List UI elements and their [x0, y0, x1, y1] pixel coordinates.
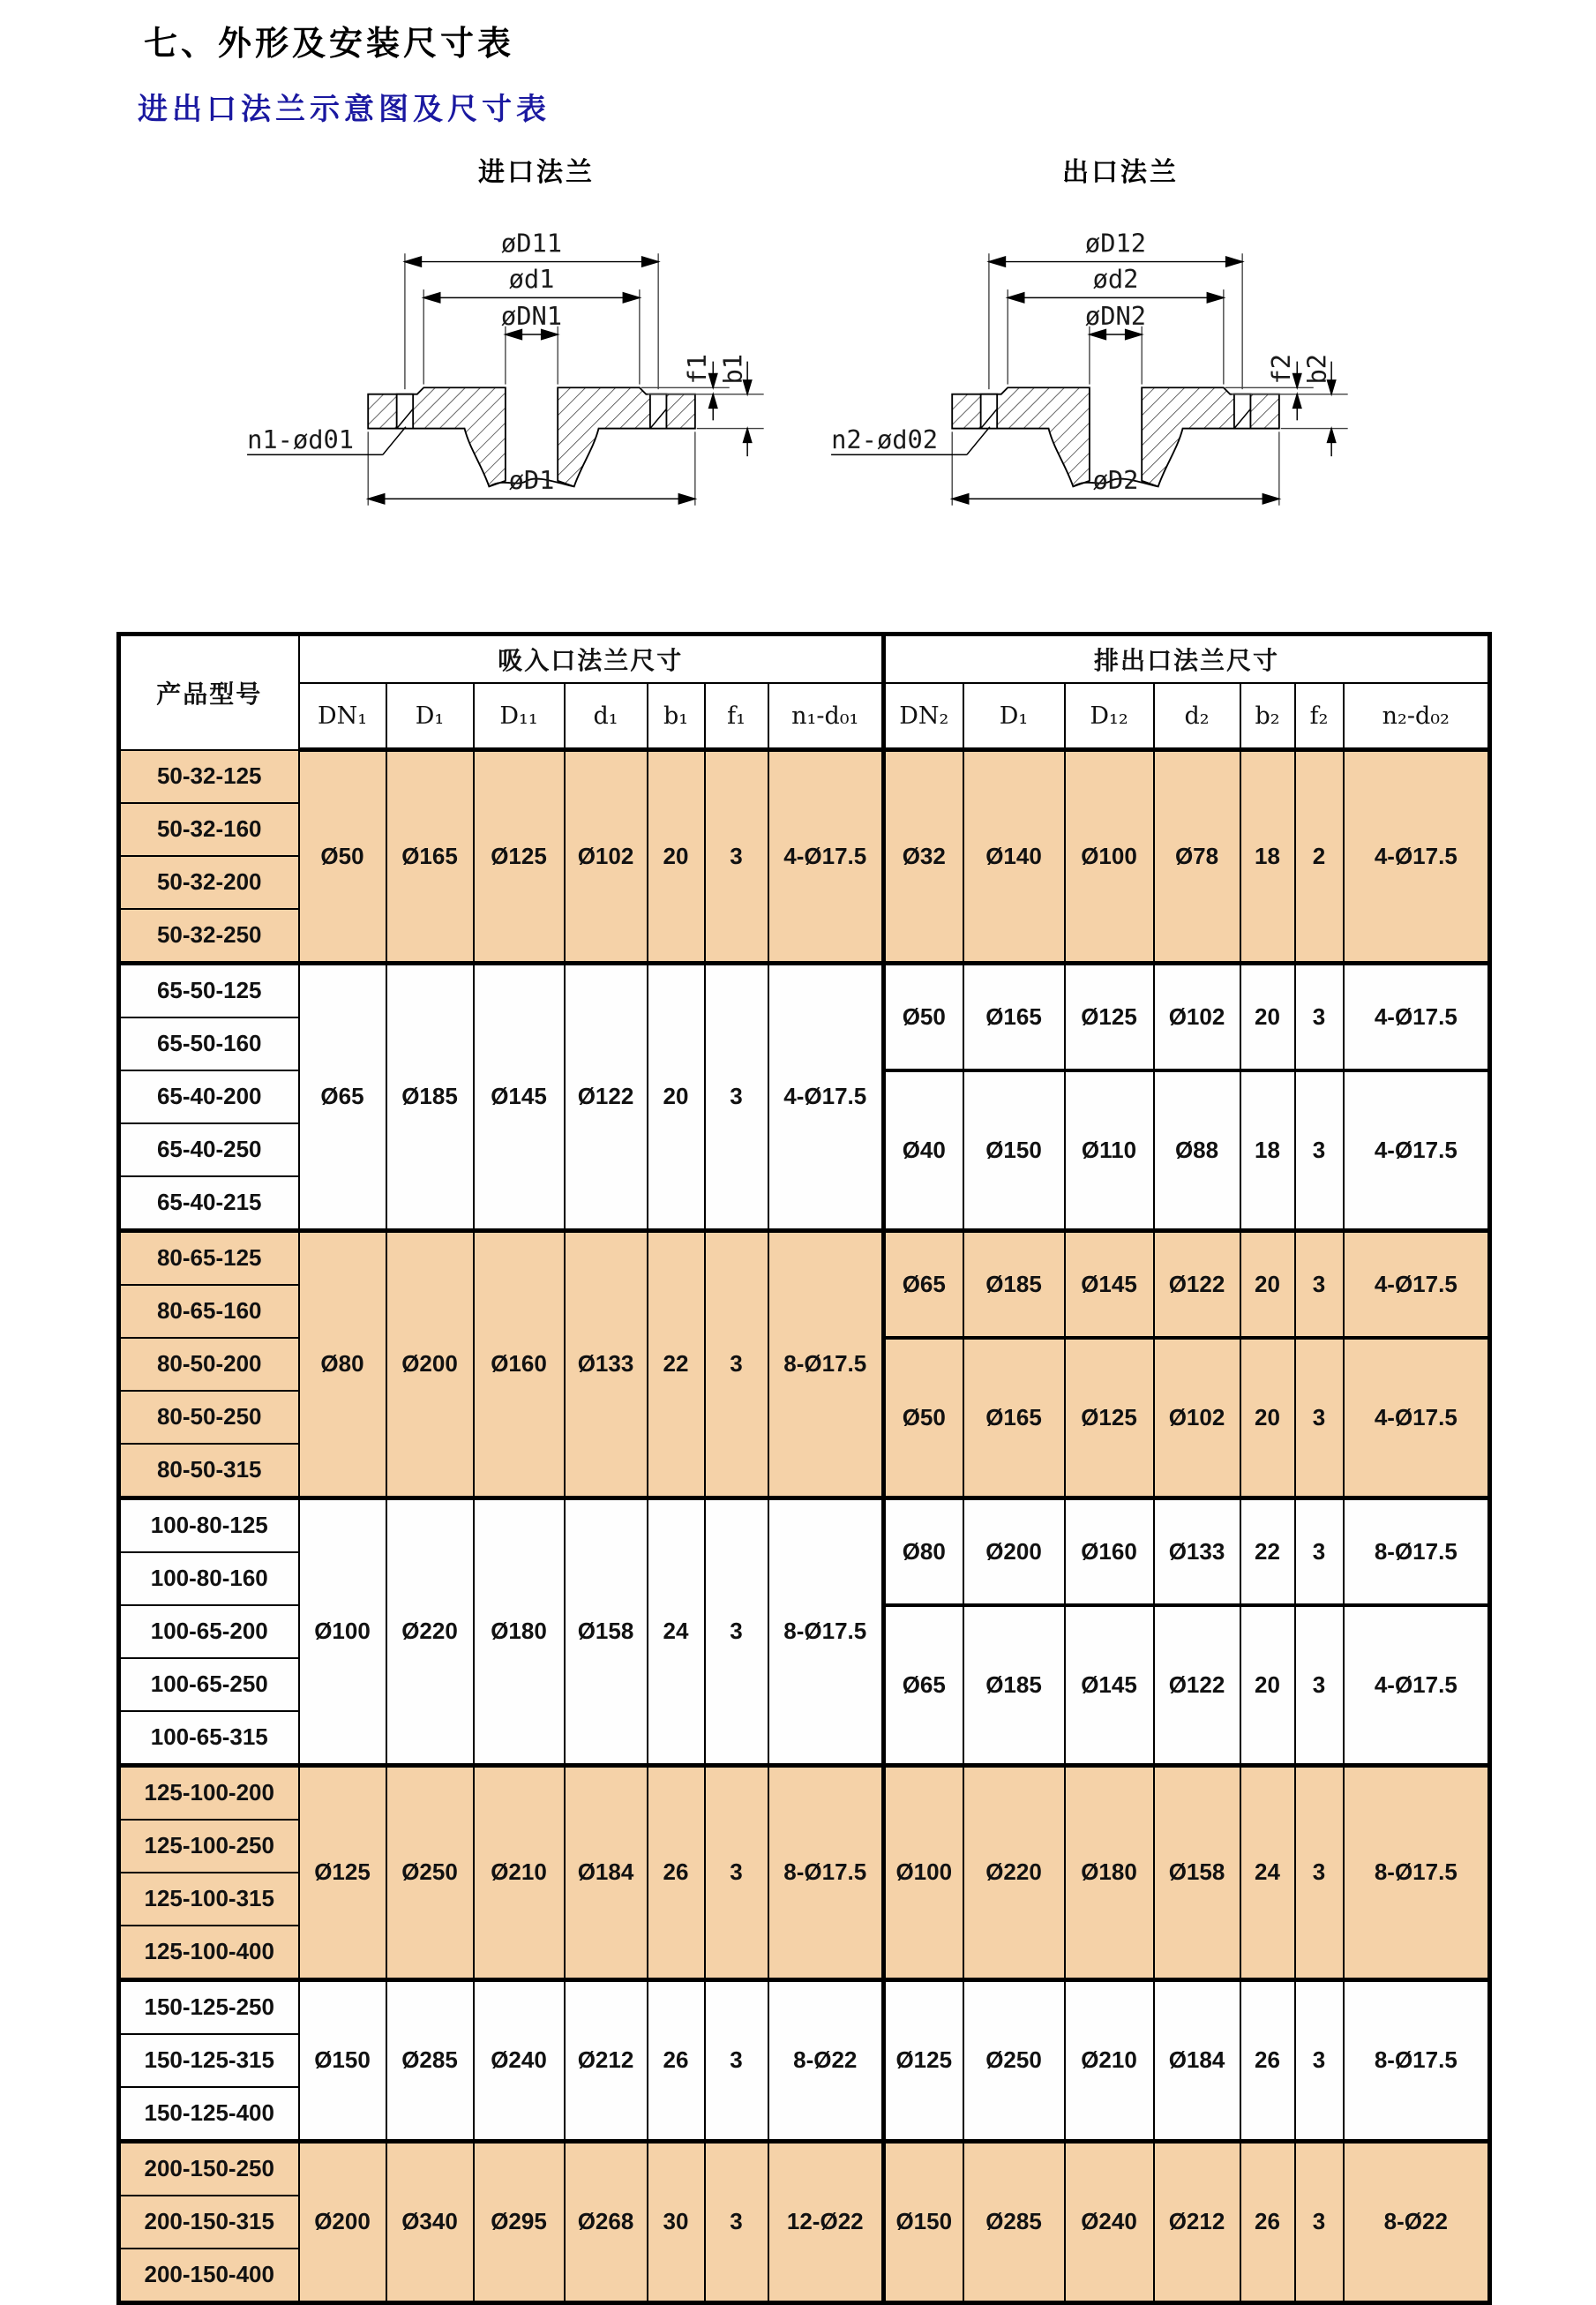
discharge-value-cell: Ø185: [963, 1230, 1065, 1338]
suction-value-cell: 3: [705, 1498, 768, 1765]
suction-value-cell: Ø185: [386, 963, 474, 1230]
product-model-cell: 80-50-250: [119, 1391, 299, 1444]
discharge-value-cell: 18: [1240, 1070, 1295, 1231]
suction-value-cell: Ø220: [386, 1498, 474, 1765]
product-model-cell: 200-150-315: [119, 2196, 299, 2249]
suction-value-cell: Ø212: [565, 1979, 648, 2141]
product-model-cell: 50-32-250: [119, 909, 299, 964]
product-model-cell: 50-32-125: [119, 750, 299, 803]
discharge-col-header: b₂: [1240, 683, 1295, 750]
flange-body-right: [1142, 387, 1279, 486]
discharge-value-cell: Ø65: [884, 1605, 963, 1766]
discharge-col-header: f₂: [1295, 683, 1344, 750]
suction-col-header: d₁: [565, 683, 648, 750]
flange-body-right: [558, 387, 695, 486]
sub-header-row: [119, 683, 1490, 750]
table-row: [119, 963, 1490, 1017]
suction-col-header: n₁-d₀₁: [768, 683, 884, 750]
discharge-value-cell: Ø80: [884, 1498, 963, 1605]
product-model-cell: 100-65-200: [119, 1605, 299, 1658]
discharge-value-cell: Ø125: [1065, 963, 1154, 1070]
discharge-value-cell: Ø100: [884, 1765, 963, 1979]
dim-label-face-height: f2: [1265, 353, 1296, 385]
discharge-col-header: D₁₂: [1065, 683, 1154, 750]
discharge-value-cell: Ø180: [1065, 1765, 1154, 1979]
discharge-value-cell: 4-Ø17.5: [1344, 1070, 1490, 1231]
discharge-value-cell: Ø133: [1154, 1498, 1240, 1605]
table-row: [119, 1498, 1490, 1552]
product-model-cell: 80-65-160: [119, 1285, 299, 1338]
product-model-cell: 65-40-215: [119, 1176, 299, 1231]
outlet-flange-diagram: [829, 150, 1412, 524]
suction-group-header: 吸入口法兰尺寸: [299, 634, 884, 684]
product-model-cell: 125-100-250: [119, 1820, 299, 1873]
suction-value-cell: Ø295: [474, 2141, 565, 2302]
table-row: [119, 1979, 1490, 2034]
discharge-value-cell: 3: [1295, 1070, 1344, 1231]
discharge-value-cell: Ø100: [1065, 750, 1154, 964]
suction-value-cell: 3: [705, 1230, 768, 1498]
suction-value-cell: Ø268: [565, 2141, 648, 2302]
discharge-value-cell: 8-Ø17.5: [1344, 1498, 1490, 1605]
suction-value-cell: 4-Ø17.5: [768, 750, 884, 964]
product-model-cell: 65-50-125: [119, 963, 299, 1017]
suction-value-cell: Ø250: [386, 1765, 474, 1979]
product-model-cell: 150-125-250: [119, 1979, 299, 2034]
suction-value-cell: 3: [705, 750, 768, 964]
discharge-value-cell: Ø250: [963, 1979, 1065, 2141]
dim-label-bolt-circle: øD12: [1084, 228, 1147, 259]
suction-col-header: b₁: [648, 683, 705, 750]
discharge-value-cell: Ø125: [1065, 1338, 1154, 1498]
discharge-value-cell: Ø145: [1065, 1230, 1154, 1338]
discharge-value-cell: 20: [1240, 963, 1295, 1070]
discharge-value-cell: 4-Ø17.5: [1344, 1605, 1490, 1766]
discharge-value-cell: 18: [1240, 750, 1295, 964]
suction-value-cell: Ø100: [299, 1498, 386, 1765]
product-model-cell: 100-65-315: [119, 1711, 299, 1766]
suction-value-cell: 20: [648, 963, 705, 1230]
suction-value-cell: Ø200: [299, 2141, 386, 2302]
suction-value-cell: 4-Ø17.5: [768, 963, 884, 1230]
discharge-value-cell: 4-Ø17.5: [1344, 1230, 1490, 1338]
suction-value-cell: 8-Ø17.5: [768, 1230, 884, 1498]
suction-value-cell: Ø65: [299, 963, 386, 1230]
product-model-cell: 100-80-160: [119, 1552, 299, 1605]
discharge-value-cell: Ø240: [1065, 2141, 1154, 2302]
flange-table-body: [119, 750, 1490, 2303]
suction-value-cell: 30: [648, 2141, 705, 2302]
discharge-value-cell: Ø125: [884, 1979, 963, 2141]
discharge-group-header: 排出口法兰尺寸: [884, 634, 1490, 684]
suction-col-header: D₁: [386, 683, 474, 750]
discharge-value-cell: 20: [1240, 1230, 1295, 1338]
dim-label-bore: øDN1: [500, 300, 563, 331]
discharge-value-cell: 3: [1295, 1230, 1344, 1338]
discharge-value-cell: Ø220: [963, 1765, 1065, 1979]
suction-value-cell: 3: [705, 963, 768, 1230]
discharge-value-cell: Ø32: [884, 750, 963, 964]
dim-label-thickness: b2: [1301, 353, 1332, 385]
suction-value-cell: Ø50: [299, 750, 386, 964]
suction-value-cell: Ø184: [565, 1765, 648, 1979]
product-model-cell: 100-65-250: [119, 1658, 299, 1711]
discharge-value-cell: 8-Ø22: [1344, 2141, 1490, 2302]
discharge-value-cell: Ø102: [1154, 963, 1240, 1070]
discharge-value-cell: 20: [1240, 1338, 1295, 1498]
product-model-cell: 65-40-250: [119, 1123, 299, 1176]
outlet-flange-title: 出口法兰: [1062, 158, 1179, 187]
product-model-cell: 125-100-315: [119, 1873, 299, 1926]
suction-value-cell: 8-Ø17.5: [768, 1765, 884, 1979]
discharge-value-cell: Ø122: [1154, 1605, 1240, 1766]
suction-value-cell: Ø158: [565, 1498, 648, 1765]
discharge-value-cell: 24: [1240, 1765, 1295, 1979]
product-model-cell: 150-125-315: [119, 2034, 299, 2087]
product-model-cell: 200-150-400: [119, 2249, 299, 2303]
suction-value-cell: 26: [648, 1765, 705, 1979]
discharge-value-cell: Ø50: [884, 963, 963, 1070]
product-model-cell: 125-100-400: [119, 1926, 299, 1980]
discharge-value-cell: Ø110: [1065, 1070, 1154, 1231]
discharge-value-cell: Ø65: [884, 1230, 963, 1338]
flange-body-left: [368, 387, 506, 486]
product-model-cell: 100-80-125: [119, 1498, 299, 1552]
inlet-flange-diagram: [245, 150, 828, 524]
discharge-value-cell: Ø158: [1154, 1765, 1240, 1979]
discharge-value-cell: 8-Ø17.5: [1344, 1979, 1490, 2141]
suction-value-cell: Ø340: [386, 2141, 474, 2302]
flange-dimension-table: [116, 632, 1492, 2305]
discharge-value-cell: Ø40: [884, 1070, 963, 1231]
discharge-col-header: D₁: [963, 683, 1065, 750]
discharge-value-cell: 20: [1240, 1605, 1295, 1766]
product-model-cell: 50-32-160: [119, 803, 299, 856]
suction-value-cell: Ø125: [474, 750, 565, 964]
suction-value-cell: Ø122: [565, 963, 648, 1230]
discharge-value-cell: 26: [1240, 1979, 1295, 2141]
suction-value-cell: Ø180: [474, 1498, 565, 1765]
discharge-value-cell: Ø212: [1154, 2141, 1240, 2302]
suction-value-cell: Ø150: [299, 1979, 386, 2141]
suction-value-cell: 3: [705, 1979, 768, 2141]
suction-value-cell: Ø160: [474, 1230, 565, 1498]
suction-value-cell: 24: [648, 1498, 705, 1765]
discharge-value-cell: 4-Ø17.5: [1344, 750, 1490, 964]
suction-col-header: f₁: [705, 683, 768, 750]
dim-label-bolt-holes: n1-ød01: [247, 424, 355, 454]
table-row: [119, 1230, 1490, 1285]
dim-label-outer: øD2: [1092, 465, 1139, 496]
discharge-value-cell: Ø140: [963, 750, 1065, 964]
suction-col-header: DN₁: [299, 683, 386, 750]
product-model-cell: 65-50-160: [119, 1017, 299, 1070]
suction-value-cell: Ø285: [386, 1979, 474, 2141]
outlet-flange-section-drawing: [829, 201, 1369, 524]
discharge-value-cell: Ø165: [963, 1338, 1065, 1498]
suction-value-cell: 3: [705, 2141, 768, 2302]
discharge-value-cell: 3: [1295, 2141, 1344, 2302]
product-model-cell: 65-40-200: [119, 1070, 299, 1123]
discharge-value-cell: 3: [1295, 963, 1344, 1070]
table-row: [119, 1765, 1490, 1820]
suction-value-cell: 8-Ø22: [768, 1979, 884, 2141]
suction-col-header: D₁₁: [474, 683, 565, 750]
discharge-value-cell: Ø150: [884, 2141, 963, 2302]
discharge-value-cell: Ø150: [963, 1070, 1065, 1231]
product-model-cell: 80-65-125: [119, 1230, 299, 1285]
suction-value-cell: Ø133: [565, 1230, 648, 1498]
product-model-cell: 150-125-400: [119, 2087, 299, 2142]
discharge-value-cell: Ø200: [963, 1498, 1065, 1605]
suction-value-cell: Ø80: [299, 1230, 386, 1498]
table-row: [119, 2141, 1490, 2196]
dim-label-face-height: f1: [681, 353, 712, 385]
page-title: 七、外形及安装尺寸表: [144, 26, 515, 63]
dim-label-raised-face: ød1: [508, 264, 555, 295]
discharge-value-cell: Ø78: [1154, 750, 1240, 964]
discharge-value-cell: 26: [1240, 2141, 1295, 2302]
product-model-header: 产品型号: [119, 634, 299, 750]
discharge-value-cell: Ø165: [963, 963, 1065, 1070]
product-model-cell: 80-50-200: [119, 1338, 299, 1391]
suction-value-cell: 8-Ø17.5: [768, 1498, 884, 1765]
suction-value-cell: 12-Ø22: [768, 2141, 884, 2302]
suction-value-cell: 3: [705, 1765, 768, 1979]
discharge-col-header: DN₂: [884, 683, 963, 750]
suction-value-cell: Ø102: [565, 750, 648, 964]
product-model-cell: 50-32-200: [119, 856, 299, 909]
inlet-flange-title: 进口法兰: [478, 158, 595, 187]
suction-value-cell: Ø125: [299, 1765, 386, 1979]
discharge-value-cell: 22: [1240, 1498, 1295, 1605]
inlet-flange-section-drawing: [245, 201, 785, 524]
discharge-value-cell: Ø210: [1065, 1979, 1154, 2141]
discharge-value-cell: 3: [1295, 1605, 1344, 1766]
discharge-value-cell: Ø50: [884, 1338, 963, 1498]
flange-body-left: [952, 387, 1090, 486]
discharge-value-cell: 4-Ø17.5: [1344, 963, 1490, 1070]
dim-label-bore: øDN2: [1084, 300, 1147, 331]
discharge-col-header: d₂: [1154, 683, 1240, 750]
suction-value-cell: Ø200: [386, 1230, 474, 1498]
dim-label-outer: øD1: [508, 465, 555, 496]
discharge-value-cell: 3: [1295, 1765, 1344, 1979]
suction-value-cell: 26: [648, 1979, 705, 2141]
discharge-value-cell: Ø88: [1154, 1070, 1240, 1231]
suction-value-cell: Ø210: [474, 1765, 565, 1979]
discharge-value-cell: Ø145: [1065, 1605, 1154, 1766]
dim-label-raised-face: ød2: [1092, 264, 1139, 295]
page-subtitle: 进出口法兰示意图及尺寸表: [138, 94, 551, 126]
table-row: [119, 750, 1490, 803]
product-model-cell: 200-150-250: [119, 2141, 299, 2196]
discharge-value-cell: Ø102: [1154, 1338, 1240, 1498]
suction-value-cell: Ø145: [474, 963, 565, 1230]
dim-label-bolt-holes: n2-ød02: [831, 424, 939, 454]
suction-value-cell: 22: [648, 1230, 705, 1498]
discharge-value-cell: Ø185: [963, 1605, 1065, 1766]
discharge-value-cell: 3: [1295, 1979, 1344, 2141]
discharge-value-cell: 3: [1295, 1338, 1344, 1498]
product-model-cell: 125-100-200: [119, 1765, 299, 1820]
suction-value-cell: 20: [648, 750, 705, 964]
discharge-value-cell: 8-Ø17.5: [1344, 1765, 1490, 1979]
discharge-value-cell: 4-Ø17.5: [1344, 1338, 1490, 1498]
discharge-value-cell: 3: [1295, 1498, 1344, 1605]
product-model-cell: 80-50-315: [119, 1444, 299, 1498]
discharge-value-cell: Ø184: [1154, 1979, 1240, 2141]
suction-value-cell: Ø165: [386, 750, 474, 964]
discharge-value-cell: 2: [1295, 750, 1344, 964]
dim-label-bolt-circle: øD11: [500, 228, 563, 259]
discharge-value-cell: Ø122: [1154, 1230, 1240, 1338]
discharge-value-cell: Ø160: [1065, 1498, 1154, 1605]
suction-value-cell: Ø240: [474, 1979, 565, 2141]
dim-label-thickness: b1: [717, 353, 748, 385]
discharge-col-header: n₂-d₀₂: [1344, 683, 1490, 750]
discharge-value-cell: Ø285: [963, 2141, 1065, 2302]
